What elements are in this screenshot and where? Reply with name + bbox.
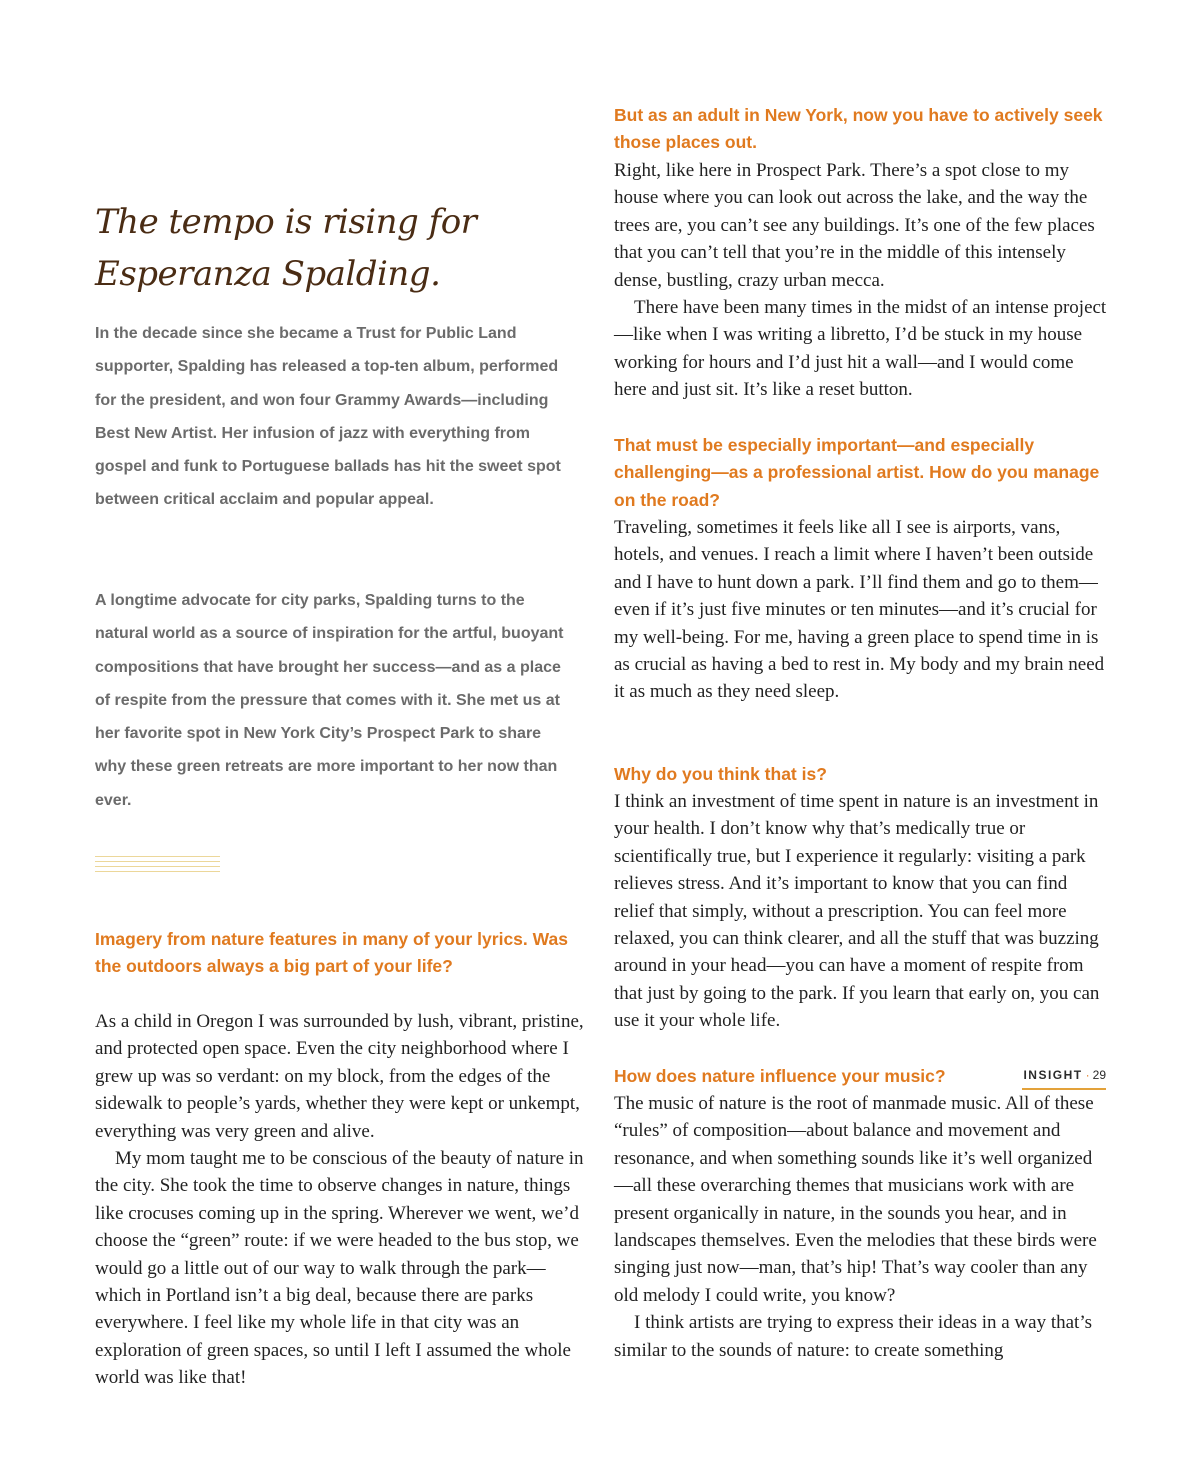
headline-line-2: Esperanza Spalding.: [95, 254, 441, 294]
page-footer: [1022, 1068, 1106, 1082]
intro-paragraph-1: In the decade since she became a Trust for Public Land supporter, Spalding has released a top-ten album, performed for the president, and won four Grammy Awards—including Best New Artist. Her infusion of jazz with everything from gospel and funk to Portuguese ballads has hit the sweet spot between critical acclaim and popular appeal.: [95, 325, 561, 509]
headline: [95, 196, 575, 300]
page-number: 29: [1092, 1068, 1106, 1082]
headline-line-1: The tempo is rising for: [95, 202, 477, 242]
answer-outdoors: [95, 1008, 590, 1392]
answer-music-paragraph-2: I think artists are trying to express their ideas in a way that’s similar to the sounds of nature: to create something: [614, 1312, 1092, 1361]
answer-music: [614, 1090, 1109, 1364]
question-outdoors: Imagery from nature features in many of your lyrics. Was the outdoors always a big part of your life?: [95, 929, 568, 977]
question-music: How does nature influence your music?: [614, 1066, 946, 1086]
answer-on-the-road: [614, 514, 1109, 706]
footer-rule: [1022, 1088, 1106, 1090]
footer-separator: ·: [1085, 1068, 1090, 1082]
answer-outdoors-paragraph-1: As a child in Oregon I was surrounded by lush, vibrant, pristine, and protected open space. Even the city neighborhood where I grew up was so verdant: on my block, from the edges of the sidewalk to people’s yards, whether they were kept or unkempt, everything was very green and alive.: [95, 1011, 584, 1142]
section-name: INSIGHT: [1023, 1068, 1083, 1082]
question-why: Why do you think that is?: [614, 764, 827, 784]
answer-why-paragraph-1: I think an investment of time spent in nature is an investment in your health. I don’t know why that’s medically true or scientifically true, but I experience it regularly: visiting a park relieves stress. And it’s important to know that you can find relief that simply, without a prescription. You can feel more relaxed, you can think clearer, and all the stuff that was buzzing around in your head—you can have a moment of respite from that just by going to the park. If you learn that early on, you can use it your whole life.: [614, 791, 1100, 1032]
answer-new-york: [614, 157, 1109, 404]
question-on-the-road: That must be especially important—and especially challenging—as a professional artist. How do you manage on the road?: [614, 435, 1100, 510]
question-new-york: But as an adult in New York, now you have to actively seek those places out.: [614, 105, 1103, 153]
answer-why: [614, 788, 1109, 1035]
intro-paragraph-2: A longtime advocate for city parks, Spalding turns to the natural world as a source of inspiration for the artful, buoyant compositions that have brought her success—and as a place of respite from the pressure that comes with it. She met us at her favorite spot in New York City’s Prospect Park to share why these green retreats are more important to her now than ever.: [95, 592, 564, 809]
answer-outdoors-paragraph-2: My mom taught me to be conscious of the beauty of nature in the city. She took the time to observe changes in nature, things like crocuses coming up in the spring. Wherever we went, we’d choose the “green” route: if we were headed to the bus stop, we would go a little out of our way to walk through the park—which in Portland isn’t a big deal, because there are parks everywhere. I feel like my whole life in that city was an exploration of green spaces, so until I left I assumed the whole world was like that!: [95, 1148, 584, 1389]
answer-music-paragraph-1: The music of nature is the root of manmade music. All of these “rules” of composition—about balance and movement and resonance, and when something sounds like it’s well organized—all these overarching themes that musicians work with are present organically in nature, in the sounds you hear, and in landscapes themselves. Even the melodies that these birds were singing just now—man, that’s hip! That’s way cooler than any old melody I could write, you know?: [614, 1093, 1097, 1306]
answer-new-york-paragraph-1: Right, like here in Prospect Park. There’s a spot close to my house where you can look out across the lake, and the way the trees are, you can’t see any buildings. It’s one of the few places that you can’t tell that you’re in the middle of this intensely dense, bustling, crazy urban mecca.: [614, 160, 1095, 291]
decorative-rule: [95, 856, 220, 876]
answer-on-the-road-paragraph-1: Traveling, sometimes it feels like all I see is airports, vans, hotels, and venues. I reach a limit where I haven’t been outside and I have to hunt down a park. I’ll find them and go to them—even if it’s just five minutes or ten minutes—and it’s crucial for my well-being. For me, having a green place to spend time in is as crucial as having a bed to rest in. My body and my brain need it as much as they need sleep.: [614, 517, 1105, 703]
answer-new-york-paragraph-2: There have been many times in the midst of an intense project—like when I was writing a libretto, I’d be stuck in my house working for hours and I’d just hit a wall—and I would come here and just sit. It’s like a reset button.: [614, 297, 1107, 401]
